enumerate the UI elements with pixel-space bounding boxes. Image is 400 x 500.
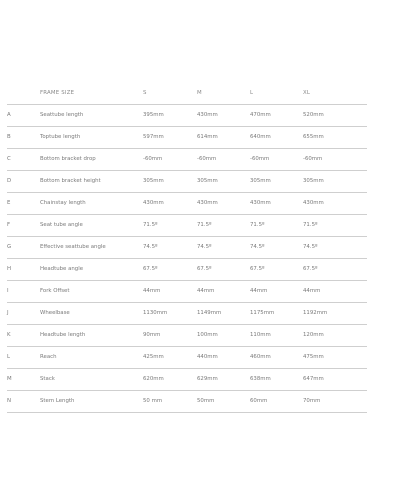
table-row — [0, 104, 400, 126]
table-row — [0, 368, 400, 390]
row-letter: C — [7, 156, 11, 162]
value-xl: 647mm — [303, 376, 324, 382]
row-label: Headtube length — [40, 332, 86, 338]
row-label: Reach — [40, 354, 57, 360]
value-xl: 655mm — [303, 134, 324, 140]
value-xl: 74.5º — [303, 244, 318, 250]
value-s: 90mm — [143, 332, 161, 338]
row-letter: E — [7, 200, 11, 206]
value-l: 110mm — [250, 332, 271, 338]
value-l: 67.5º — [250, 266, 265, 272]
row-letter: F — [7, 222, 11, 228]
value-s: 305mm — [143, 178, 164, 184]
table-row — [0, 170, 400, 192]
value-m: 100mm — [197, 332, 218, 338]
frame-size-header: FRAME SIZE — [40, 90, 75, 96]
value-m: 430mm — [197, 200, 218, 206]
value-m: 430mm — [197, 112, 218, 118]
row-letter: I — [7, 288, 9, 294]
table-row — [0, 214, 400, 236]
table-row — [0, 390, 400, 412]
table-row — [0, 280, 400, 302]
value-s: 1130mm — [143, 310, 168, 316]
value-m: -60mm — [197, 156, 217, 162]
value-m: 50mm — [197, 398, 215, 404]
value-s: 597mm — [143, 134, 164, 140]
size-header-l: L — [250, 90, 254, 96]
table-row — [0, 148, 400, 170]
row-label: Chainstay length — [40, 200, 86, 206]
value-m: 71.5º — [197, 222, 212, 228]
table-row — [0, 192, 400, 214]
value-xl: 305mm — [303, 178, 324, 184]
row-letter: N — [7, 398, 12, 404]
value-xl: 44mm — [303, 288, 321, 294]
value-l: 74.5º — [250, 244, 265, 250]
value-s: 71.5º — [143, 222, 158, 228]
row-letter: K — [7, 332, 11, 338]
value-m: 44mm — [197, 288, 215, 294]
table-row — [0, 236, 400, 258]
value-l: 470mm — [250, 112, 271, 118]
row-label: Effective seattube angle — [40, 244, 106, 250]
table-row — [0, 346, 400, 368]
row-label: Seattube length — [40, 112, 84, 118]
row-label: Stack — [40, 376, 55, 382]
row-letter: B — [7, 134, 11, 140]
row-label: Headtube angle — [40, 266, 84, 272]
row-label: Bottom bracket drop — [40, 156, 96, 162]
row-letter: J — [7, 310, 9, 316]
value-l: 305mm — [250, 178, 271, 184]
value-xl: 120mm — [303, 332, 324, 338]
value-m: 614mm — [197, 134, 218, 140]
size-header-m: M — [197, 90, 202, 96]
value-l: 430mm — [250, 200, 271, 206]
value-s: 430mm — [143, 200, 164, 206]
value-l: -60mm — [250, 156, 270, 162]
value-s: 74.5º — [143, 244, 158, 250]
table-row — [0, 258, 400, 280]
value-s: 44mm — [143, 288, 161, 294]
value-xl: 475mm — [303, 354, 324, 360]
value-l: 460mm — [250, 354, 271, 360]
value-m: 67.5º — [197, 266, 212, 272]
row-letter: A — [7, 112, 11, 118]
row-letter: H — [7, 266, 12, 272]
value-m: 305mm — [197, 178, 218, 184]
value-s: 395mm — [143, 112, 164, 118]
value-s: 620mm — [143, 376, 164, 382]
size-header-s: S — [143, 90, 147, 96]
row-label: Seat tube angle — [40, 222, 83, 228]
table-row — [0, 302, 400, 324]
value-l: 1175mm — [250, 310, 275, 316]
row-label: Bottom bracket height — [40, 178, 101, 184]
table-row — [0, 324, 400, 346]
size-header-xl: XL — [303, 90, 311, 96]
value-l: 44mm — [250, 288, 268, 294]
row-letter: L — [7, 354, 11, 360]
value-xl: -60mm — [303, 156, 323, 162]
row-divider — [7, 412, 367, 413]
value-s: 50 mm — [143, 398, 163, 404]
value-m: 629mm — [197, 376, 218, 382]
row-letter: D — [7, 178, 12, 184]
value-l: 638mm — [250, 376, 271, 382]
value-l: 71.5º — [250, 222, 265, 228]
value-m: 440mm — [197, 354, 218, 360]
value-s: 67.5º — [143, 266, 158, 272]
row-letter: G — [7, 244, 12, 250]
value-xl: 67.5º — [303, 266, 318, 272]
row-label: Stem Length — [40, 398, 75, 404]
value-xl: 71.5º — [303, 222, 318, 228]
value-xl: 520mm — [303, 112, 324, 118]
row-label: Wheelbase — [40, 310, 70, 316]
table-header-row — [0, 82, 400, 104]
value-s: -60mm — [143, 156, 163, 162]
value-m: 74.5º — [197, 244, 212, 250]
row-letter: M — [7, 376, 12, 382]
value-l: 640mm — [250, 134, 271, 140]
value-xl: 430mm — [303, 200, 324, 206]
table-row — [0, 126, 400, 148]
row-label: Fork Offset — [40, 288, 70, 294]
value-l: 60mm — [250, 398, 268, 404]
value-xl: 1192mm — [303, 310, 328, 316]
value-xl: 70mm — [303, 398, 321, 404]
row-label: Toptube length — [40, 134, 81, 140]
value-s: 425mm — [143, 354, 164, 360]
value-m: 1149mm — [197, 310, 222, 316]
